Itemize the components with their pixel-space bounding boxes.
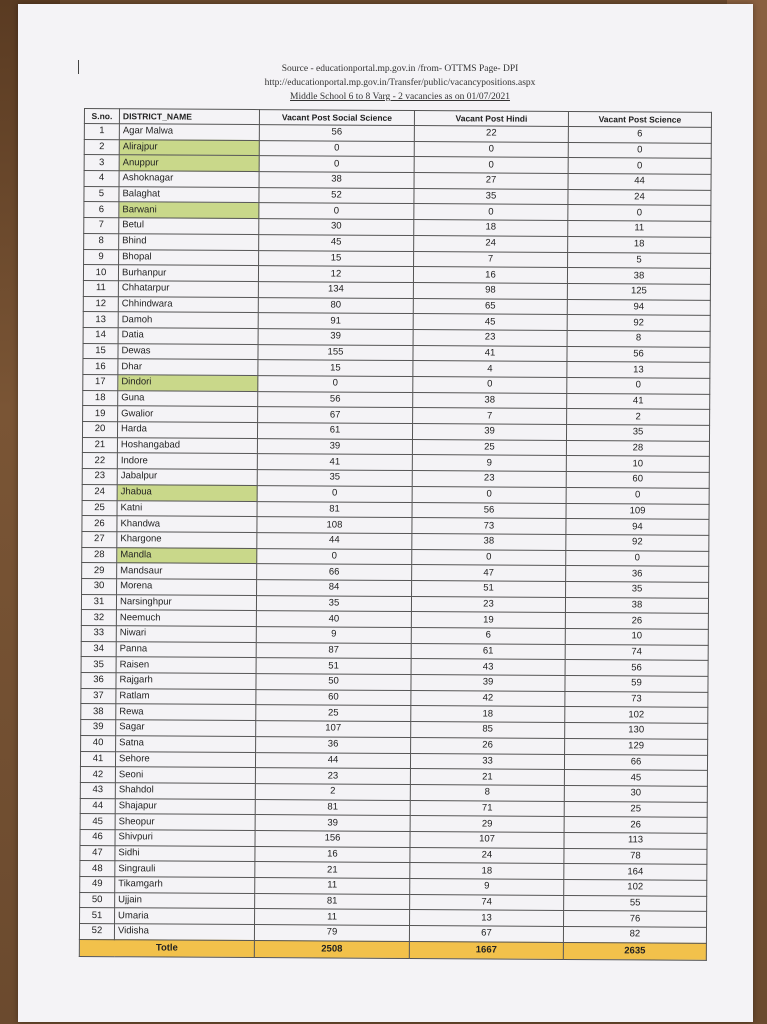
title-line: Middle School 6 to 8 Varg - 2 vacancies as on 01/07/2021 — [290, 92, 510, 102]
row-social-science: 2 — [255, 783, 410, 800]
row-science: 36 — [566, 566, 709, 583]
row-hindi: 23 — [413, 329, 567, 346]
row-social-science: 60 — [256, 689, 411, 706]
row-sno: 43 — [80, 782, 115, 798]
row-hindi: 47 — [412, 565, 566, 582]
row-social-science: 35 — [256, 595, 411, 612]
row-science: 5 — [568, 252, 711, 269]
row-district: Umaria — [115, 908, 255, 925]
row-sno: 13 — [83, 312, 118, 328]
row-district: Sheopur — [115, 814, 255, 831]
row-sno: 14 — [83, 327, 118, 343]
row-sno: 9 — [84, 249, 119, 265]
row-hindi: 107 — [410, 831, 564, 848]
row-district: Dindori — [118, 375, 258, 392]
row-sno: 51 — [80, 908, 115, 924]
row-district: Seoni — [115, 767, 255, 784]
row-sno: 34 — [81, 641, 116, 657]
row-science: 78 — [564, 848, 707, 865]
row-social-science: 44 — [257, 532, 412, 549]
row-district: Satna — [116, 736, 256, 753]
row-district: Shajapur — [115, 798, 255, 815]
row-social-science: 91 — [258, 313, 413, 330]
row-social-science: 40 — [256, 611, 411, 628]
row-social-science: 16 — [255, 846, 410, 863]
row-science: 38 — [565, 597, 708, 614]
row-district: Tikamgarh — [115, 877, 255, 894]
row-science: 26 — [565, 613, 708, 630]
row-science: 0 — [568, 205, 711, 222]
table-body — [79, 124, 711, 944]
row-sno: 8 — [84, 233, 119, 249]
row-hindi: 0 — [414, 157, 568, 174]
url-line: http://educationportal.mp.gov.in/Transfer/public/vacancypositions.aspx — [264, 78, 536, 88]
row-hindi: 33 — [410, 753, 564, 770]
row-sno: 45 — [80, 814, 115, 830]
row-science: 38 — [567, 268, 710, 285]
row-district: Bhind — [119, 234, 259, 251]
row-social-science: 0 — [259, 203, 414, 220]
total-label: Totle — [79, 939, 254, 957]
row-hindi: 29 — [410, 816, 564, 833]
row-hindi: 25 — [412, 439, 566, 456]
row-hindi: 41 — [413, 345, 567, 362]
row-hindi: 26 — [411, 737, 565, 754]
row-social-science: 0 — [259, 156, 414, 173]
row-social-science: 50 — [256, 674, 411, 691]
row-science: 0 — [566, 487, 709, 504]
row-social-science: 87 — [256, 642, 411, 659]
row-science: 18 — [568, 236, 711, 253]
row-district: Chhatarpur — [118, 281, 258, 298]
row-district: Datia — [118, 328, 258, 345]
row-district: Singrauli — [115, 861, 255, 878]
row-sno: 30 — [82, 578, 117, 594]
row-hindi: 7 — [413, 408, 567, 425]
vacancy-table — [79, 108, 712, 961]
row-social-science: 0 — [258, 376, 413, 393]
row-hindi: 0 — [412, 486, 566, 503]
row-science: 45 — [564, 770, 707, 787]
row-hindi: 45 — [413, 314, 567, 331]
row-science: 102 — [564, 879, 707, 896]
row-social-science: 23 — [255, 768, 410, 785]
source-line: Source - educationportal.mp.gov.in /from- OTTMS Page- DPI — [281, 64, 519, 74]
row-sno: 23 — [82, 469, 117, 485]
row-social-science: 0 — [257, 485, 412, 502]
row-hindi: 9 — [410, 879, 564, 896]
row-science: 10 — [565, 628, 708, 645]
row-hindi: 6 — [411, 628, 565, 645]
row-science: 164 — [564, 864, 707, 881]
row-hindi: 0 — [414, 141, 568, 158]
row-hindi: 85 — [411, 722, 565, 739]
row-sno: 31 — [81, 594, 116, 610]
row-hindi: 38 — [412, 533, 566, 550]
row-science: 10 — [566, 456, 709, 473]
row-social-science: 44 — [255, 752, 410, 769]
row-science: 92 — [566, 534, 709, 551]
row-sno: 26 — [82, 516, 117, 532]
pencil-mark — [78, 60, 79, 74]
row-sno: 16 — [83, 359, 118, 375]
row-hindi: 38 — [413, 392, 567, 409]
row-social-science: 11 — [255, 909, 410, 926]
row-social-science: 79 — [254, 925, 409, 942]
row-science: 60 — [566, 472, 709, 489]
row-district: Ujjain — [115, 892, 255, 909]
row-hindi: 56 — [412, 502, 566, 519]
row-science: 6 — [568, 126, 711, 143]
row-social-science: 0 — [257, 548, 412, 565]
row-sno: 42 — [80, 767, 115, 783]
row-social-science: 155 — [258, 344, 413, 361]
row-science: 113 — [564, 832, 707, 849]
col-header-hindi: Vacant Post Hindi — [414, 111, 568, 127]
row-hindi: 74 — [410, 894, 564, 911]
row-sno: 6 — [84, 202, 119, 218]
row-district: Dhar — [118, 359, 258, 376]
row-science: 130 — [565, 723, 708, 740]
row-sno: 1 — [84, 124, 119, 140]
row-social-science: 66 — [257, 564, 412, 581]
row-hindi: 71 — [410, 800, 564, 817]
row-sno: 19 — [83, 406, 118, 422]
row-social-science: 12 — [258, 266, 413, 283]
row-science: 26 — [564, 817, 707, 834]
row-hindi: 98 — [413, 282, 567, 299]
row-social-science: 21 — [255, 862, 410, 879]
row-hindi: 67 — [409, 926, 563, 943]
row-science: 56 — [565, 660, 708, 677]
row-social-science: 11 — [255, 878, 410, 895]
row-social-science: 61 — [257, 423, 412, 440]
row-hindi: 0 — [414, 204, 568, 221]
row-social-science: 51 — [256, 658, 411, 675]
row-district: Bhopal — [119, 249, 259, 266]
row-science: 13 — [567, 362, 710, 379]
row-sno: 37 — [81, 688, 116, 704]
row-science: 74 — [565, 644, 708, 661]
row-district: Vidisha — [114, 924, 254, 941]
row-district: Panna — [116, 641, 256, 658]
row-social-science: 81 — [255, 893, 410, 910]
row-sno: 22 — [82, 453, 117, 469]
row-sno: 38 — [81, 704, 116, 720]
row-social-science: 30 — [259, 219, 414, 236]
col-header-science: Vacant Post Science — [568, 111, 711, 127]
row-science: 0 — [566, 550, 709, 567]
row-social-science: 80 — [258, 297, 413, 314]
row-sno: 48 — [80, 861, 115, 877]
row-hindi: 9 — [412, 455, 566, 472]
row-social-science: 81 — [257, 501, 412, 518]
row-social-science: 9 — [256, 627, 411, 644]
col-header-sno: S.no. — [84, 109, 119, 124]
row-district: Anuppur — [119, 155, 259, 172]
row-district: Mandla — [117, 547, 257, 564]
row-sno: 44 — [80, 798, 115, 814]
col-header-district: DISTRICT_NAME — [119, 109, 259, 125]
row-science: 0 — [568, 158, 711, 175]
row-science: 73 — [565, 691, 708, 708]
row-district: Harda — [117, 422, 257, 439]
row-hindi: 7 — [414, 251, 568, 268]
row-hindi: 73 — [412, 518, 566, 535]
row-sno: 12 — [83, 296, 118, 312]
row-science: 25 — [564, 801, 707, 818]
row-district: Dewas — [118, 343, 258, 360]
row-hindi: 23 — [412, 471, 566, 488]
row-social-science: 35 — [257, 470, 412, 487]
row-sno: 41 — [80, 751, 115, 767]
row-district: Damoh — [118, 312, 258, 329]
row-hindi: 21 — [410, 769, 564, 786]
row-sno: 46 — [80, 829, 115, 845]
row-sno: 49 — [80, 876, 115, 892]
row-social-science: 15 — [258, 360, 413, 377]
row-science: 82 — [563, 927, 706, 944]
row-social-science: 0 — [259, 140, 414, 157]
row-sno: 4 — [84, 171, 119, 187]
row-hindi: 16 — [413, 267, 567, 284]
row-science: 41 — [567, 393, 710, 410]
row-sno: 7 — [84, 218, 119, 234]
row-social-science: 84 — [257, 580, 412, 597]
row-district: Guna — [118, 390, 258, 407]
row-hindi: 24 — [414, 235, 568, 252]
row-social-science: 134 — [258, 281, 413, 298]
row-sno: 27 — [82, 531, 117, 547]
row-hindi: 4 — [413, 361, 567, 378]
row-sno: 21 — [82, 437, 117, 453]
row-hindi: 0 — [412, 549, 566, 566]
row-district: Hoshangabad — [117, 437, 257, 454]
row-hindi: 13 — [410, 910, 564, 927]
row-district: Sagar — [116, 720, 256, 737]
document-header — [160, 62, 640, 104]
total-science: 2635 — [563, 942, 706, 960]
row-sno: 47 — [80, 845, 115, 861]
row-science: 2 — [567, 409, 710, 426]
row-science: 109 — [566, 503, 709, 520]
row-hindi: 43 — [411, 659, 565, 676]
total-row — [79, 939, 706, 960]
row-social-science: 156 — [255, 830, 410, 847]
row-sno: 25 — [82, 500, 117, 516]
col-header-social-science: Vacant Post Social Science — [259, 110, 414, 126]
row-social-science: 56 — [259, 125, 414, 142]
row-district: Shivpuri — [115, 830, 255, 847]
row-sno: 15 — [83, 343, 118, 359]
row-science: 0 — [567, 377, 710, 394]
row-sno: 10 — [83, 265, 118, 281]
row-district: Indore — [117, 453, 257, 470]
row-sno: 17 — [83, 374, 118, 390]
row-district: Narsinghpur — [116, 594, 256, 611]
row-hindi: 22 — [414, 126, 568, 143]
row-science: 35 — [566, 425, 709, 442]
row-hindi: 18 — [414, 220, 568, 237]
row-district: Khargone — [117, 532, 257, 549]
row-district: Katni — [117, 500, 257, 517]
row-district: Sehore — [115, 751, 255, 768]
row-district: Barwani — [119, 202, 259, 219]
row-science: 129 — [565, 738, 708, 755]
row-hindi: 42 — [411, 690, 565, 707]
row-hindi: 39 — [412, 424, 566, 441]
row-science: 76 — [564, 911, 707, 928]
row-sno: 18 — [83, 390, 118, 406]
row-sno: 28 — [82, 547, 117, 563]
row-hindi: 0 — [413, 377, 567, 394]
row-sno: 29 — [82, 563, 117, 579]
total-social-science: 2508 — [254, 940, 409, 958]
row-social-science: 67 — [258, 407, 413, 424]
row-hindi: 18 — [411, 706, 565, 723]
row-science: 125 — [567, 283, 710, 300]
row-social-science: 52 — [259, 187, 414, 204]
row-social-science: 56 — [258, 391, 413, 408]
row-hindi: 8 — [410, 784, 564, 801]
row-social-science: 15 — [259, 250, 414, 267]
row-science: 92 — [567, 315, 710, 332]
row-district: Burhanpur — [118, 265, 258, 282]
row-sno: 32 — [81, 610, 116, 626]
row-hindi: 23 — [411, 596, 565, 613]
row-district: Rewa — [116, 704, 256, 721]
row-district: Sidhi — [115, 845, 255, 862]
row-social-science: 39 — [255, 815, 410, 832]
row-science: 11 — [568, 221, 711, 238]
row-science: 8 — [567, 330, 710, 347]
row-science: 56 — [567, 346, 710, 363]
row-district: Khandwa — [117, 516, 257, 533]
row-district: Neemuch — [116, 610, 256, 627]
row-hindi: 61 — [411, 643, 565, 660]
row-social-science: 81 — [255, 799, 410, 816]
row-science: 66 — [564, 754, 707, 771]
total-hindi: 1667 — [409, 941, 563, 959]
row-district: Shahdol — [115, 783, 255, 800]
row-district: Betul — [119, 218, 259, 235]
row-science: 44 — [568, 174, 711, 191]
row-science: 102 — [565, 707, 708, 724]
row-social-science: 36 — [256, 736, 411, 753]
row-sno: 3 — [84, 155, 119, 171]
row-hindi: 19 — [411, 612, 565, 629]
row-hindi: 51 — [412, 580, 566, 597]
row-social-science: 45 — [259, 234, 414, 251]
row-sno: 33 — [81, 625, 116, 641]
row-hindi: 18 — [410, 863, 564, 880]
row-social-science: 39 — [258, 329, 413, 346]
row-social-science: 108 — [257, 517, 412, 534]
row-science: 94 — [566, 519, 709, 536]
row-science: 35 — [566, 581, 709, 598]
row-hindi: 39 — [411, 675, 565, 692]
row-sno: 52 — [79, 924, 114, 940]
row-sno: 20 — [82, 422, 117, 438]
row-social-science: 41 — [257, 454, 412, 471]
row-social-science: 39 — [257, 438, 412, 455]
row-science: 0 — [568, 142, 711, 159]
row-social-science: 25 — [256, 705, 411, 722]
row-science: 94 — [567, 299, 710, 316]
row-hindi: 27 — [414, 173, 568, 190]
row-social-science: 107 — [256, 721, 411, 738]
row-sno: 24 — [82, 484, 117, 500]
row-science: 59 — [565, 676, 708, 693]
row-sno: 11 — [83, 280, 118, 296]
row-hindi: 65 — [413, 298, 567, 315]
row-district: Morena — [117, 579, 257, 596]
row-district: Raisen — [116, 657, 256, 674]
row-district: Gwalior — [118, 406, 258, 423]
row-district: Agar Malwa — [119, 124, 259, 141]
row-sno: 50 — [80, 892, 115, 908]
row-district: Jhabua — [117, 485, 257, 502]
row-sno: 5 — [84, 186, 119, 202]
row-district: Alirajpur — [119, 139, 259, 156]
row-hindi: 24 — [410, 847, 564, 864]
row-sno: 39 — [81, 720, 116, 736]
row-district: Ashoknagar — [119, 171, 259, 188]
row-sno: 36 — [81, 673, 116, 689]
row-sno: 2 — [84, 139, 119, 155]
row-science: 30 — [564, 785, 707, 802]
row-science: 55 — [564, 895, 707, 912]
row-district: Balaghat — [119, 186, 259, 203]
row-district: Niwari — [116, 626, 256, 643]
row-district: Ratlam — [116, 688, 256, 705]
row-science: 24 — [568, 189, 711, 206]
row-sno: 35 — [81, 657, 116, 673]
row-district: Jabalpur — [117, 469, 257, 486]
row-hindi: 35 — [414, 188, 568, 205]
row-district: Mandsaur — [117, 563, 257, 580]
row-social-science: 38 — [259, 172, 414, 189]
row-science: 28 — [566, 440, 709, 457]
row-sno: 40 — [81, 735, 116, 751]
row-district: Chhindwara — [118, 296, 258, 313]
row-district: Rajgarh — [116, 673, 256, 690]
